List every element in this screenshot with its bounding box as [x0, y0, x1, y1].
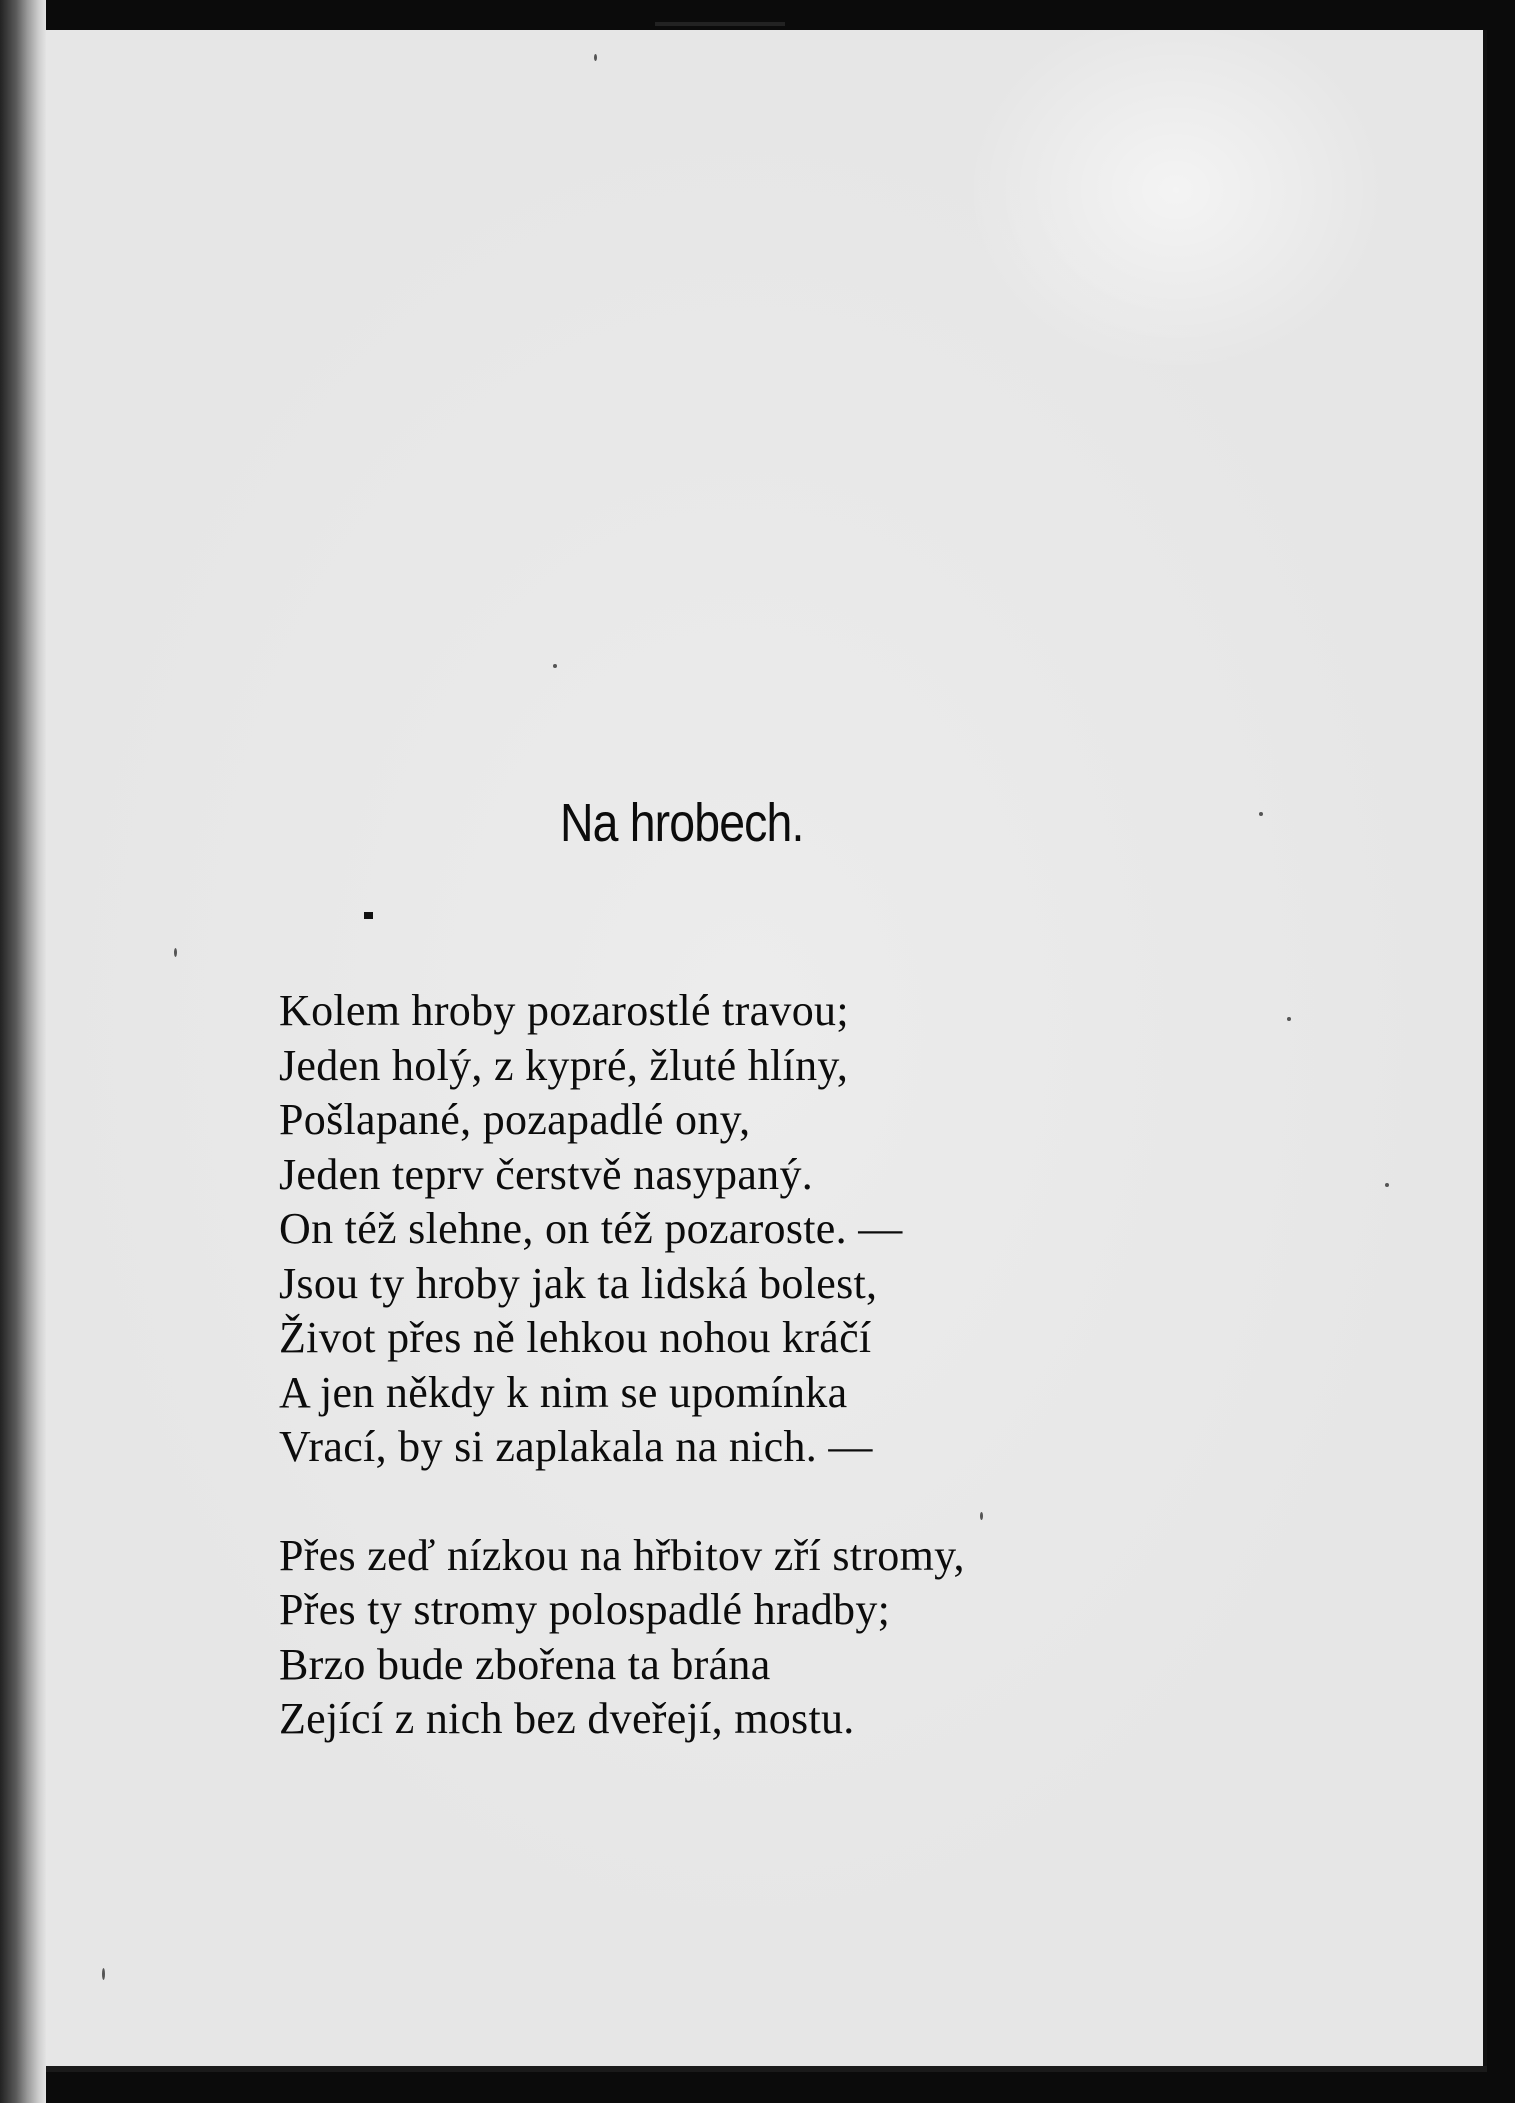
verse-line: Život přes ně lehkou nohou kráčí [279, 1313, 872, 1362]
paper-speck [594, 54, 597, 61]
verse-line: Jeden teprv čerstvě nasypaný. [279, 1149, 814, 1199]
verse-line: Brzo bude zbořena ta brána [279, 1639, 771, 1689]
right-page-edge [1483, 30, 1487, 2070]
verse-line: Pošlapané, pozapadlé ony, [279, 1095, 751, 1144]
verse-line: Zející z nich bez dveřejí, mostu. [279, 1694, 855, 1743]
verse-line: Jeden holý, z kypré, žluté hlíny, [279, 1040, 849, 1090]
paper-speck [174, 948, 177, 957]
top-edge-mark [655, 22, 785, 26]
paper-speck [1259, 812, 1263, 816]
stanza-2 [279, 1529, 1429, 1747]
poem-body [279, 984, 1429, 1747]
verse-line: A jen někdy k nim se upomínka [279, 1367, 848, 1417]
book-spine-edge [0, 0, 46, 2103]
poem-title: Na hrobech. [560, 793, 804, 853]
verse-line: Přes zeď nízkou na hřbitov zří stromy, [279, 1530, 965, 1580]
bottom-page-edge [46, 2066, 1487, 2072]
paper-speck [553, 664, 557, 668]
stanza-1 [279, 984, 1429, 1475]
paper-speck [102, 1968, 105, 1980]
title-ornament [364, 912, 373, 919]
verse-line: Jsou ty hroby jak ta lidská bolest, [279, 1258, 878, 1308]
verse-line: Kolem hroby pozarostlé travou; [279, 986, 849, 1035]
verse-line: Přes ty stromy polospadlé hradby; [279, 1585, 891, 1634]
verse-line: On též slehne, on též pozaroste. — [279, 1204, 903, 1253]
verse-line: Vrací, by si zaplakala na nich. — [279, 1422, 873, 1471]
